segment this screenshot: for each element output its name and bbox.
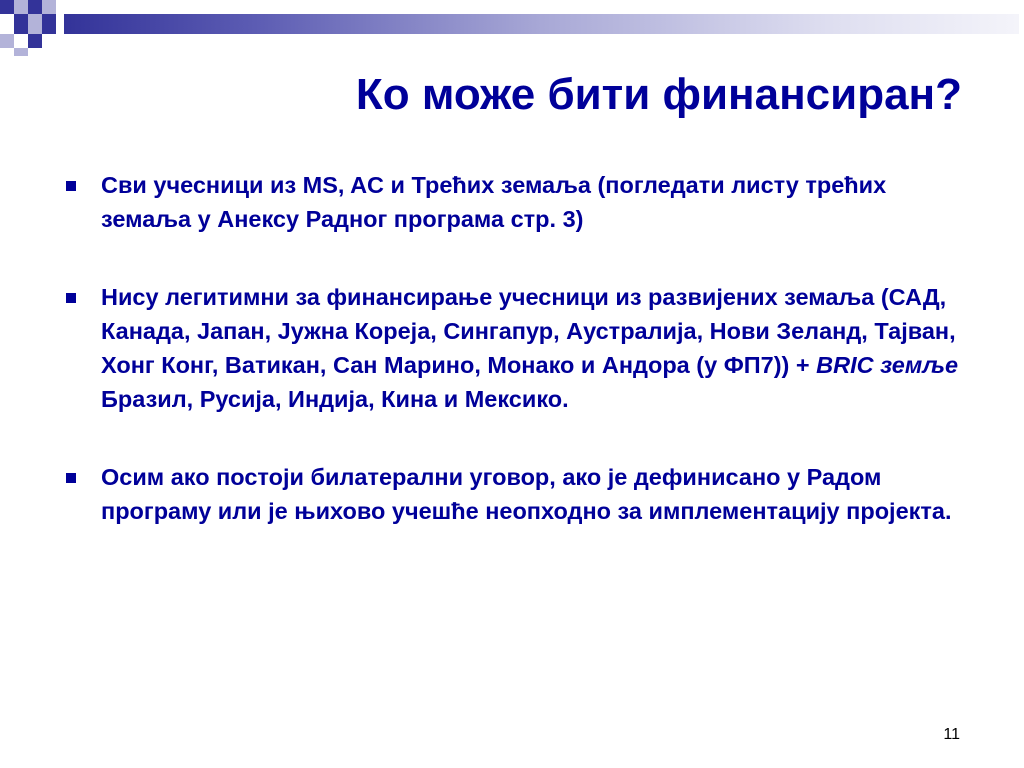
bullet-text xyxy=(101,280,966,416)
page-number: 11 xyxy=(943,726,960,743)
square-bullet-icon xyxy=(66,473,76,483)
bric-emphasis: BRIC земље xyxy=(816,352,959,378)
bullet-text-part: Бразил, Русија, Индија, Кина и Мексико. xyxy=(101,386,569,412)
bullet-item xyxy=(66,460,966,528)
square-bullet-icon xyxy=(66,181,76,191)
bullet-text: Сви учесници из MS, AC и Трећих земаља (погледати листу трећих земаља у Анексу Радног програма стр. 3) xyxy=(101,172,887,232)
slide-title: Ко може бити финансиран? xyxy=(355,70,962,119)
square-bullet-icon xyxy=(66,293,76,303)
header-gradient-bar xyxy=(64,14,1019,34)
bullet-item xyxy=(66,280,966,416)
bullet-text-part: Нису легитимни за финансирање учесници из развијених земаља (САД, Канада, Јапан, Јужна Кореја, Сингапур, Аустралија, Нови Зеланд, Тајван, Хонг Конг, Ватикан, Сан Марино, Монако и Андора (у ФП7)) + xyxy=(101,284,956,378)
bullet-list xyxy=(66,168,966,528)
bullet-text: Осим ако постоји билатерални уговор, ако је дефинисано у Радом програму или је њихово учешће неопходно за имплементацију пројекта. xyxy=(101,464,952,524)
bullet-item xyxy=(66,168,966,236)
